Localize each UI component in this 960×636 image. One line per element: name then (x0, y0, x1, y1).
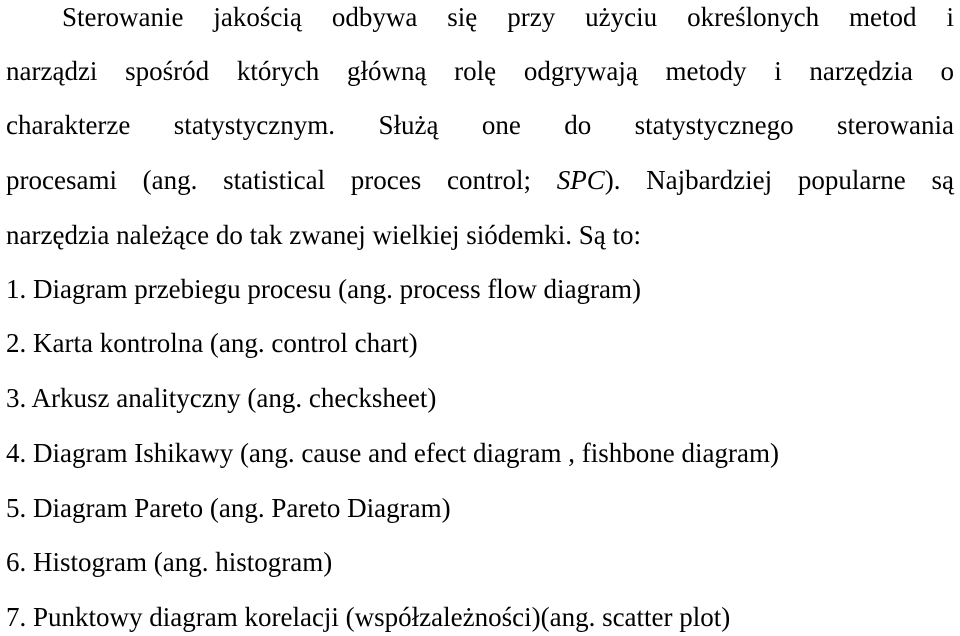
paragraph-line-1: Sterowanie jakością odbywa się przy użyciu określonych metod i (62, 2, 954, 32)
list-item-2: 2. Karta kontrolna (ang. control chart) (6, 328, 418, 358)
paragraph-line-3: charakterze statystycznym. Służą one do statystycznego sterowania (6, 110, 954, 140)
paragraph-line-4-start: procesami (ang. statistical proces control; (6, 165, 557, 195)
paragraph-line-4-end: ). Najbardziej popularne są (604, 165, 954, 195)
list-item-6: 6. Histogram (ang. histogram) (6, 547, 333, 577)
paragraph-line-2: narządzi spośród których główną rolę odgrywają metody i narzędzia o (6, 56, 954, 86)
list-item-7: 7. Punktowy diagram korelacji (współzależności)(ang. scatter plot) (6, 602, 731, 632)
paragraph-line-4 (6, 163, 954, 197)
list-item-5: 5. Diagram Pareto (ang. Pareto Diagram) (6, 493, 451, 523)
list-item-3: 3. Arkusz analityczny (ang. checksheet) (6, 383, 437, 413)
list-item-1: 1. Diagram przebiegu procesu (ang. process flow diagram) (6, 274, 642, 304)
list-item-4: 4. Diagram Ishikawy (ang. cause and efect diagram , fishbone diagram) (6, 438, 779, 468)
spc-abbreviation: SPC (556, 165, 605, 195)
paragraph-line-5: narzędzia należące do tak zwanej wielkiej siódemki. Są to: (6, 220, 641, 250)
